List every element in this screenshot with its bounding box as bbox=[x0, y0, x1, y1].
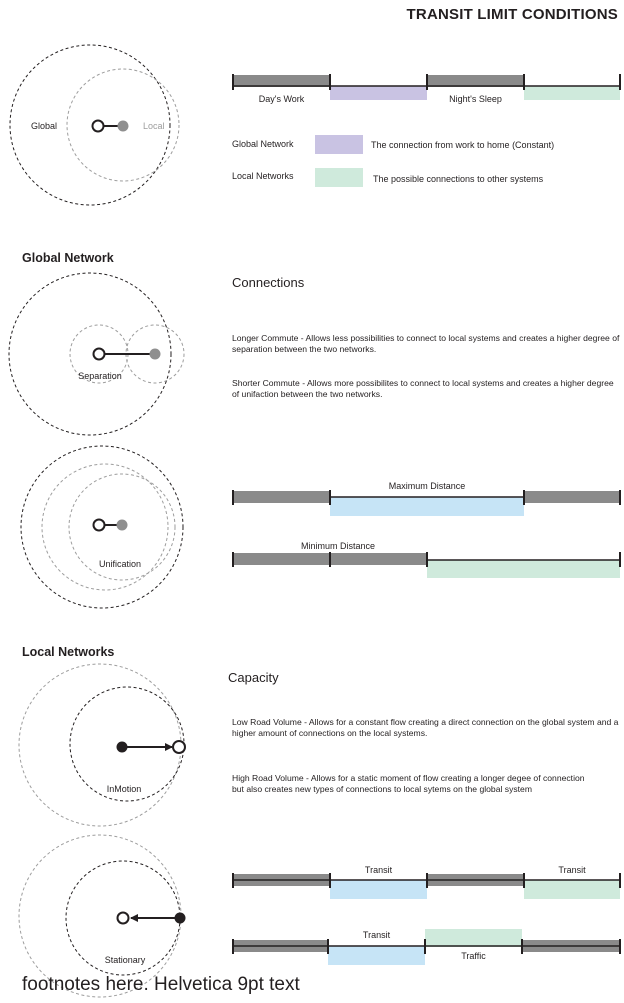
stationary-label: Stationary bbox=[104, 955, 146, 965]
global-node bbox=[93, 121, 104, 132]
legend-swatch-global bbox=[315, 135, 363, 154]
legend-global-description: The connection from work to home (Constant) bbox=[371, 140, 555, 150]
low-road-volume-text: Low Road Volume - Allows for a constant flow creating a direct connection on the global system and a higher amount of connections on the local systems. bbox=[232, 717, 619, 738]
maximum-distance-label: Maximum Distance bbox=[388, 481, 466, 491]
local-node bbox=[118, 121, 129, 132]
global-circle-label: Global bbox=[31, 121, 58, 131]
connections-subheading: Connections bbox=[232, 275, 305, 290]
high-road-volume-text: High Road Volume - Allows for a static moment of flow creating a longer degee of connection but also creates new types of connections to local sytems on the global system bbox=[232, 773, 585, 794]
capacity-subheading: Capacity bbox=[228, 670, 279, 685]
footnote: footnotes here. Helvetica 9pt text bbox=[22, 974, 300, 995]
unification-label: Unification bbox=[98, 559, 142, 569]
legend-local-description: The possible connections to other systems bbox=[373, 174, 544, 184]
in-motion-diagram bbox=[19, 664, 185, 826]
transit-bar-upper bbox=[233, 873, 620, 899]
local-networks-heading: Local Networks bbox=[22, 645, 115, 659]
minimum-distance-bar bbox=[233, 552, 620, 578]
shorter-commute-text: Shorter Commute - Allows more possibilites to connect to local systems and creates a higher degree of unifaction between the two networks. bbox=[232, 378, 614, 399]
minimum-distance-label: Minimum Distance bbox=[300, 541, 376, 551]
traffic-label: Traffic bbox=[461, 951, 486, 961]
longer-commute-text: Longer Commute - Allows less possibilities to connect to local systems and creates a higher degree of separation between the two networks. bbox=[232, 333, 620, 354]
days-work-label: Day's Work bbox=[258, 94, 305, 104]
separation-diagram bbox=[9, 273, 184, 435]
page-title: TRANSIT LIMIT CONDITIONS bbox=[406, 6, 618, 23]
global-network-heading: Global Network bbox=[22, 251, 114, 265]
transit-label-1: Transit bbox=[364, 865, 393, 875]
legend-swatch-local bbox=[315, 168, 363, 187]
stationary-diagram bbox=[19, 835, 186, 997]
in-motion-label: InMotion bbox=[106, 784, 142, 794]
nights-sleep-label: Night's Sleep bbox=[449, 94, 502, 104]
separation-label: Separation bbox=[78, 371, 122, 381]
legend-global-name: Global Network bbox=[232, 139, 294, 149]
legend-local-name: Local Networks bbox=[232, 171, 294, 181]
local-circle-label: Local bbox=[143, 121, 165, 131]
maximum-distance-bar bbox=[233, 490, 620, 516]
transit-label-3: Transit bbox=[362, 930, 391, 940]
transit-label-2: Transit bbox=[558, 865, 586, 875]
unification-diagram bbox=[21, 446, 183, 608]
